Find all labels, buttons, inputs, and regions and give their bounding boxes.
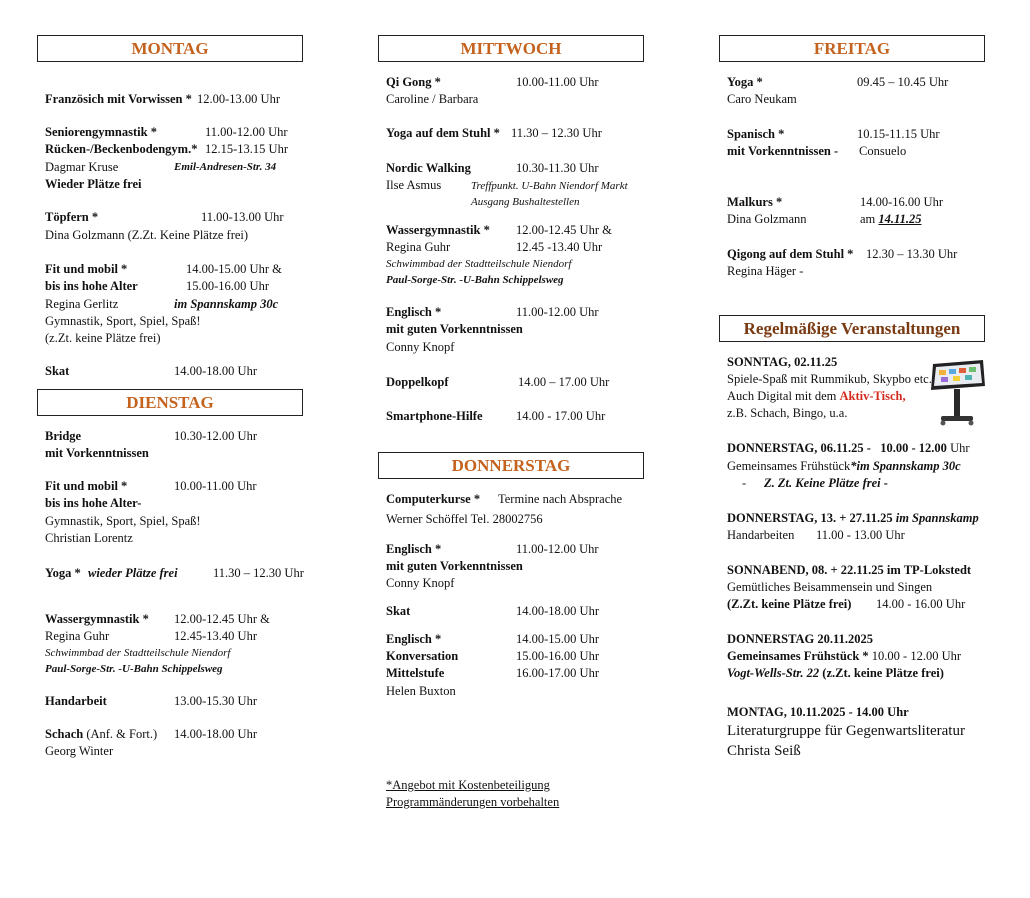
regel-dash: - <box>742 476 747 490</box>
mittwoch-doppel: Doppelkopf <box>386 375 449 389</box>
dienstag-winter: Georg Winter <box>45 744 114 758</box>
dienstag-schwimm: Schwimmbad der Stadtteilschule Niendorf <box>45 647 231 659</box>
donnerstag-skat-time: 14.00-18.00 Uhr <box>516 604 599 618</box>
donnerstag-englisch: Englisch * <box>386 542 442 556</box>
mittwoch-paul: Paul-Sorge-Str. -U-Bahn Schippelsweg <box>386 274 564 286</box>
mittwoch-englisch: Englisch * <box>386 305 442 319</box>
header-mittwoch: MITTWOCH <box>378 35 644 62</box>
montag-wieder: Wieder Plätze frei <box>45 177 142 191</box>
donnerstag-eng2-time: 14.00-15.00 Uhr <box>516 632 599 646</box>
montag-senior: Seniorengymnastik * <box>45 125 157 139</box>
dienstag-yoga: Yoga * <box>45 566 81 580</box>
regel-fruehstueck-loc: *im Spannskamp 30c <box>850 459 961 473</box>
freitag-span-time: 10.15-11.15 Uhr <box>857 127 940 141</box>
donnerstag-englisch-time: 11.00-12.00 Uhr <box>516 542 599 556</box>
regel-aktiv-tisch: Aktiv-Tisch, <box>839 389 906 403</box>
donnerstag-buxton: Helen Buxton <box>386 684 456 698</box>
regel-don1: DONNERSTAG, 06.11.25 - <box>727 441 871 455</box>
montag-gerlitz: Regina Gerlitz <box>45 297 119 311</box>
dienstag-schach-time: 14.00-18.00 Uhr <box>174 727 257 741</box>
montag-kruse: Dagmar Kruse <box>45 160 119 174</box>
header-donnerstag: DONNERSTAG <box>378 452 644 479</box>
dienstag-schach: Schach <box>45 727 84 741</box>
regel-keine: Z. Zt. Keine Plätze frei - <box>764 476 888 490</box>
montag-gerlitz-location: im Spannskamp 30c <box>174 297 279 311</box>
donnerstag-eng2: Englisch * <box>386 632 442 646</box>
montag-keine: (z.Zt. keine Plätze frei) <box>45 331 161 345</box>
header-regelmaessig: Regelmäßige Veranstaltungen <box>719 315 985 342</box>
mittwoch-guhr: Regina Guhr <box>386 240 451 254</box>
regel-digital: Auch Digital mit dem <box>727 389 837 403</box>
regel-sonnabend: SONNABEND, 08. + 22.11.25 im TP-Lokstedt <box>727 563 972 577</box>
freitag-consuelo: Consuelo <box>859 144 907 158</box>
footnote-aenderungen: Programmänderungen vorbehalten <box>386 795 560 809</box>
montag-skat: Skat <box>45 364 70 378</box>
donnerstag-comp: Computerkurse * <box>386 492 481 506</box>
dienstag-paul: Paul-Sorge-Str. -U-Bahn Schippelsweg <box>45 663 223 675</box>
donnerstag-mittel-time: 16.00-17.00 Uhr <box>516 666 599 680</box>
freitag-qigong: Qigong auf dem Stuhl * <box>727 247 854 261</box>
dienstag-fit-time: 10.00-11.00 Uhr <box>174 479 257 493</box>
donnerstag-mittel: Mittelstufe <box>386 666 445 680</box>
tablet-kiosk-icon <box>927 358 987 428</box>
montag-alter-time: 15.00-16.00 Uhr <box>186 279 269 293</box>
freitag-yoga: Yoga * <box>727 75 763 89</box>
mittwoch-guhr-time: 12.45 -13.40 Uhr <box>516 240 603 254</box>
montag-franz-time: 12.00-13.00 Uhr <box>197 92 280 106</box>
regel-don2: DONNERSTAG, 13. + 27.11.25 <box>727 511 893 525</box>
regel-fr2-time: 10.00 - 12.00 Uhr <box>871 649 962 663</box>
dienstag-alter: bis ins hohe Alter- <box>45 496 142 510</box>
montag-fit-time: 14.00-15.00 Uhr & <box>186 262 282 276</box>
donnerstag-skat: Skat <box>386 604 411 618</box>
mittwoch-nordic-time: 10.30-11.30 Uhr <box>516 161 599 175</box>
footnote-kosten: *Angebot mit Kostenbeteiligung <box>386 778 550 792</box>
freitag-span: Spanisch * <box>727 127 785 141</box>
montag-alter: bis ins hohe Alter <box>45 279 138 293</box>
regel-seiss: Christa Seiß <box>727 743 801 759</box>
dienstag-bridge-time: 10.30-12.00 Uhr <box>174 429 257 443</box>
montag-ruecken-time: 12.15-13.15 Uhr <box>205 142 288 156</box>
mittwoch-knopf: Conny Knopf <box>386 340 455 354</box>
montag-gym: Gymnastik, Sport, Spiel, Spaß! <box>45 314 201 328</box>
regel-keine2-time: 14.00 - 16.00 Uhr <box>876 597 966 611</box>
freitag-qigong-time: 12.30 – 13.30 Uhr <box>866 247 958 261</box>
montag-toepfern-who: Dina Golzmann (Z.Zt. Keine Plätze frei) <box>45 228 249 242</box>
montag-skat-time: 14.00-18.00 Uhr <box>174 364 257 378</box>
header-montag: MONTAG <box>37 35 303 62</box>
freitag-am-date: 14.11.25 <box>878 212 922 226</box>
mittwoch-nordic: Nordic Walking <box>386 161 471 175</box>
donnerstag-schoeffel: Werner Schöffel Tel. 28002756 <box>386 512 543 526</box>
regel-don1-uhr: Uhr <box>950 441 970 455</box>
regel-gemuet: Gemütliches Beisammensein und Singen <box>727 580 933 594</box>
freitag-yoga-time: 09.45 – 10.45 Uhr <box>857 75 949 89</box>
regel-fruehstueck: Gemeinsames Frühstück <box>727 459 851 473</box>
regel-lit: Literaturgruppe für Gegenwartsliteratur <box>727 723 965 739</box>
mittwoch-yoga-time: 11.30 – 12.30 Uhr <box>511 126 602 140</box>
mittwoch-englisch-time: 11.00-12.00 Uhr <box>516 305 599 319</box>
dienstag-lorentz: Christian Lorentz <box>45 531 133 545</box>
dienstag-guhr: Regina Guhr <box>45 629 110 643</box>
donnerstag-englisch-sub: mit guten Vorkenntnissen <box>386 559 523 573</box>
mittwoch-asmus: Ilse Asmus <box>386 178 442 192</box>
header-freitag: FREITAG <box>719 35 985 62</box>
montag-senior-time: 11.00-12.00 Uhr <box>205 125 288 139</box>
mittwoch-treff: Treffpunkt. U-Bahn Niendorf Markt <box>471 180 628 192</box>
regel-spiele: Spiele-Spaß mit Rummikub, Skypbo etc. <box>727 372 932 386</box>
regel-hand-time: 11.00 - 13.00 Uhr <box>816 528 905 542</box>
mittwoch-smart-time: 14.00 - 17.00 Uhr <box>516 409 606 423</box>
regel-hand: Handarbeiten <box>727 528 795 542</box>
dienstag-hand-time: 13.00-15.30 Uhr <box>174 694 257 708</box>
donnerstag-knopf: Conny Knopf <box>386 576 455 590</box>
mittwoch-wasser: Wassergymnastik * <box>386 223 490 237</box>
donnerstag-konv-time: 15.00-16.00 Uhr <box>516 649 599 663</box>
mittwoch-qi-time: 10.00-11.00 Uhr <box>516 75 599 89</box>
regel-vogt-note: (z.Zt. keine Plätze frei) <box>822 666 944 680</box>
dienstag-yoga-note: wieder Plätze frei <box>88 566 178 580</box>
regel-sonntag: SONNTAG, 02.11.25 <box>727 355 838 369</box>
dienstag-wasser-time: 12.00-12.45 Uhr & <box>174 612 270 626</box>
freitag-am: am <box>860 212 876 226</box>
dienstag-guhr-time: 12.45-13.40 Uhr <box>174 629 257 643</box>
mittwoch-englisch-sub: mit guten Vorkenntnissen <box>386 322 523 336</box>
freitag-haeger: Regina Häger - <box>727 264 804 278</box>
montag-kruse-location: Emil-Andresen-Str. 34 <box>174 161 277 173</box>
montag-fit: Fit und mobil * <box>45 262 128 276</box>
regel-fr2: Gemeinsames Frühstück * <box>727 649 869 663</box>
dienstag-yoga-time: 11.30 – 12.30 Uhr <box>213 566 304 580</box>
montag-toepfern-time: 11.00-13.00 Uhr <box>201 210 284 224</box>
freitag-mal-time: 14.00-16.00 Uhr <box>860 195 943 209</box>
mittwoch-wasser-time: 12.00-12.45 Uhr & <box>516 223 612 237</box>
donnerstag-comp-time: Termine nach Absprache <box>498 492 623 506</box>
dienstag-hand: Handarbeit <box>45 694 107 708</box>
montag-ruecken: Rücken-/Beckenbodengym.* <box>45 142 198 156</box>
freitag-mal: Malkurs * <box>727 195 783 209</box>
mittwoch-smart: Smartphone-Hilfe <box>386 409 483 423</box>
freitag-golzmann: Dina Golzmann <box>727 212 807 226</box>
mittwoch-doppel-time: 14.00 – 17.00 Uhr <box>518 375 610 389</box>
regel-montag: MONTAG, 10.11.2025 - 14.00 Uhr <box>727 705 909 719</box>
header-dienstag: DIENSTAG <box>37 389 303 416</box>
mittwoch-ausgang: Ausgang Bushaltestellen <box>471 196 580 208</box>
montag-toepfern: Töpfern * <box>45 210 99 224</box>
regel-keine2: (Z.Zt. keine Plätze frei) <box>727 597 852 611</box>
dienstag-wasser: Wassergymnastik * <box>45 612 149 626</box>
montag-franz: Französich mit Vorwissen * <box>45 92 192 106</box>
regel-don1-time: 10.00 - 12.00 <box>880 441 947 455</box>
dienstag-schach-sub: (Anf. & Fort.) <box>86 727 158 741</box>
dienstag-fit: Fit und mobil * <box>45 479 128 493</box>
mittwoch-qi: Qi Gong * <box>386 75 441 89</box>
regel-don3: DONNERSTAG 20.11.2025 <box>727 632 873 646</box>
regel-schach: z.B. Schach, Bingo, u.a. <box>727 406 848 420</box>
regel-don2-loc: im Spannskamp <box>895 511 979 525</box>
dienstag-bridge-sub: mit Vorkenntnissen <box>45 446 149 460</box>
donnerstag-konv: Konversation <box>386 649 459 663</box>
regel-vogt: Vogt-Wells-Str. 22 <box>727 666 820 680</box>
dienstag-gym: Gymnastik, Sport, Spiel, Spaß! <box>45 514 201 528</box>
dienstag-bridge: Bridge <box>45 429 82 443</box>
mittwoch-yoga: Yoga auf dem Stuhl * <box>386 126 500 140</box>
freitag-neukam: Caro Neukam <box>727 92 797 106</box>
freitag-span-sub: mit Vorkenntnissen - <box>727 144 839 158</box>
mittwoch-schwimm: Schwimmbad der Stadtteilschule Niendorf <box>386 258 572 270</box>
mittwoch-qi-who: Caroline / Barbara <box>386 92 479 106</box>
